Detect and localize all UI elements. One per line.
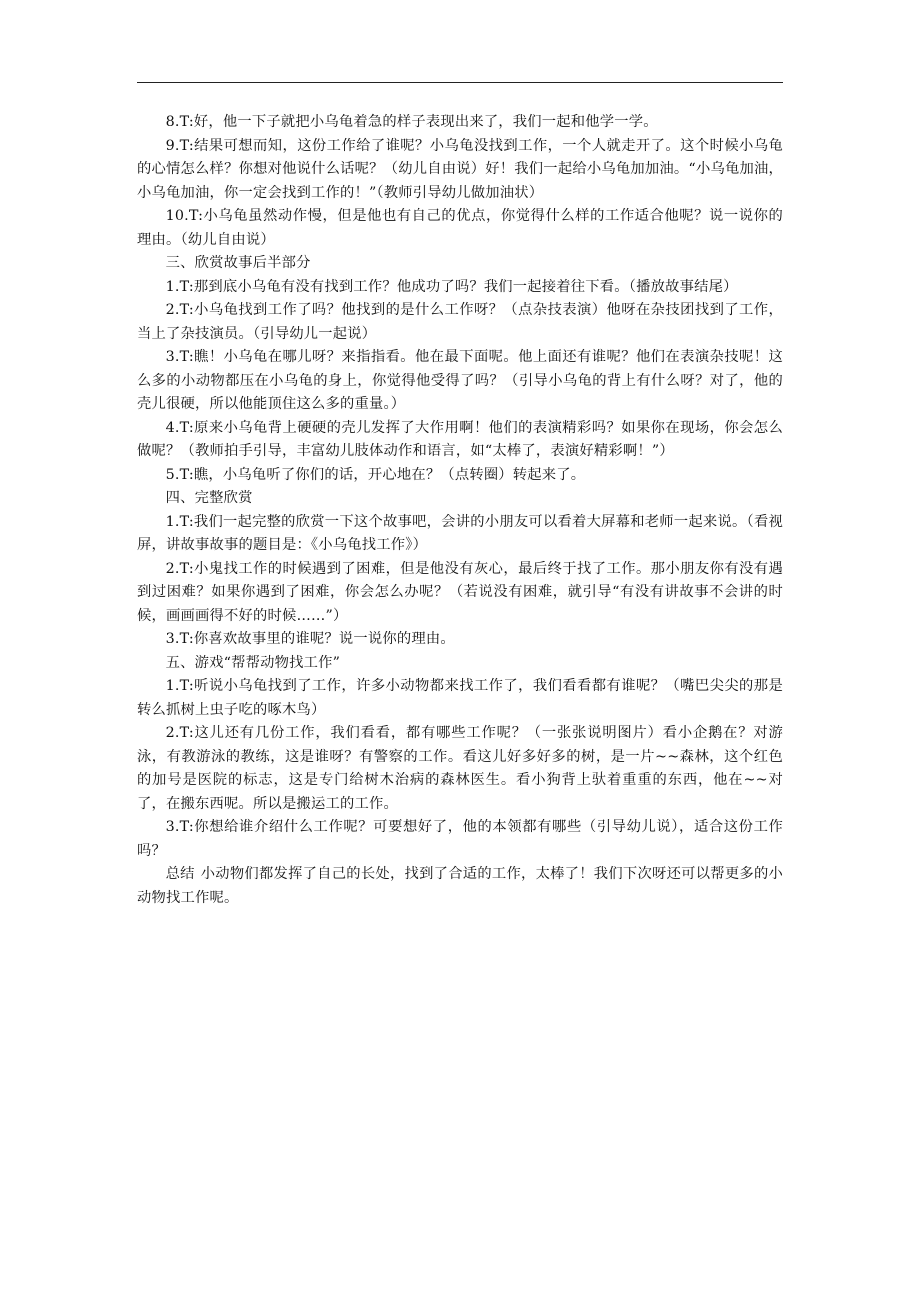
summary-paragraph — [137, 863, 783, 910]
section-3-item-3: 3.T:瞧！小乌龟在哪儿呀？来指指看。他在最下面呢。他上面还有谁呢？他们在表演杂技呢！这么多的小动物都压在小乌龟的身上，你觉得他受得了吗？（引导小乌龟的背上有什么呀？对了，他的壳儿很硬，所以他能顶住这么多的重量。） — [137, 349, 783, 412]
section-3-item-1: 1.T:那到底小乌龟有没有找到工作？他成功了吗？我们一起接着往下看。（播放故事结尾） — [165, 278, 738, 295]
section-4-item-2: 2.T:小鬼找工作的时候遇到了困难，但是他没有灰心，最后终于找了工作。那小朋友你有没有遇到过困难？如果你遇到了困难，你会怎么办呢？（若说没有困难，就引导“有没有讲故事不会讲的时候，画画画得不好的时候……”） — [137, 560, 783, 624]
section-5-item-2: 2.T:这儿还有几份工作，我们看看，都有哪些工作呢？（一张张说明图片）看小企鹅在？对游泳，有教游泳的教练，这是谁呀？有警察的工作。看这儿好多好多的树，是一片~~森林，这个红色的加号是医院的标志，这是专门给树木治病的森林医生。看小狗背上驮着重重的东西，他在~~对了，在搬东西呢。所以是搬运工的工作。 — [137, 725, 783, 812]
header-rule — [137, 82, 783, 83]
section-5-heading: 五、游戏“帮帮动物找工作” — [165, 654, 341, 671]
document-body — [137, 111, 783, 910]
section-5-item-1: 1.T:听说小乌龟找到了工作，许多小动物都来找工作了，我们看看都有谁呢？（嘴巴尖尖的那是转么抓树上虫子吃的啄木鸟） — [137, 678, 783, 718]
section-3-heading: 三、欣赏故事后半部分 — [165, 255, 311, 271]
paragraph-10: 10.T:小乌龟虽然动作慢，但是他也有自己的优点，你觉得什么样的工作适合他呢？说一说你的理由。（幼儿自由说） — [137, 208, 783, 248]
section-5-item-3: 3.T:你想给谁介绍什么工作呢？可要想好了，他的本领都有哪些（引导幼儿说），适合这份工作吗？ — [137, 819, 783, 859]
summary-label: 总结 — [165, 866, 195, 882]
section-3-item-4: 4.T:原来小乌龟背上硬硬的壳儿发挥了大作用啊！他们的表演精彩吗？如果你在现场，你会怎么做呢？（教师拍手引导，丰富幼儿肢体动作和语言，如“太棒了，表演好精彩啊！”） — [137, 419, 783, 459]
section-3-item-5: 5.T:瞧，小乌龟听了你们的话，开心地在？（点转圈）转起来了。 — [165, 466, 586, 483]
section-4-item-3: 3.T:你喜欢故事里的谁呢？说一说你的理由。 — [165, 631, 455, 647]
section-4-item-1: 1.T:我们一起完整的欣赏一下这个故事吧，会讲的小朋友可以看着大屏幕和老师一起来说。（看视屏，讲故事故事的题目是：《小乌龟找工作》） — [137, 513, 783, 553]
section-4-heading: 四、完整欣赏 — [165, 490, 253, 506]
section-3-item-2: 2.T:小乌龟找到工作了吗？他找到的是什么工作呀？（点杂技表演）他呀在杂技团找到了工作，当上了杂技演员。（引导幼儿一起说） — [137, 302, 783, 342]
paragraph-9: 9.T:结果可想而知，这份工作给了谁呢？小乌龟没找到工作，一个人就走开了。这个时候小乌龟的心情怎么样？你想对他说什么话呢？（幼儿自由说）好！我们一起给小乌龟加加油。“小乌龟加油，小乌龟加油，你一定会找到工作的！”（教师引导幼儿做加油状） — [137, 137, 783, 201]
paragraph-8: 8.T:好，他一下子就把小乌龟着急的样子表现出来了，我们一起和他学一学。 — [165, 114, 658, 130]
summary-text: 小动物们都发挥了自己的长处，找到了合适的工作，太棒了！我们下次呀还可以帮更多的小动物找工作呢。 — [137, 866, 783, 906]
